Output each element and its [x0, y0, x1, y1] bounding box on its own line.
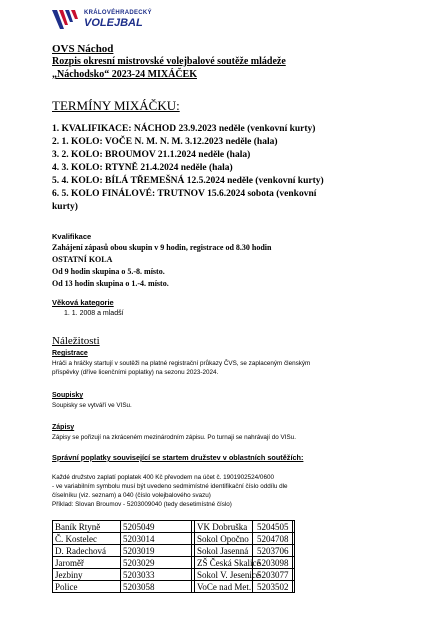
term-item: 4. 3. KOLO: RTYNĚ 21.4.2024 neděle (hala): [52, 163, 233, 173]
kval-title: Kvalifikace: [52, 232, 92, 241]
club-code: 5204505: [257, 522, 289, 532]
club-code: 5203014: [123, 534, 155, 544]
club-code: 5203058: [123, 582, 155, 592]
age-item: 1. 1. 2008 a mladší: [64, 310, 124, 317]
volleyball-logo-icon: [50, 7, 82, 33]
club-code: 5204708: [257, 534, 289, 544]
logo-line1: KRÁLOVÉHRADECKÝ: [84, 10, 152, 16]
club-code: 5203029: [123, 558, 155, 568]
club-name: VK Dobruška: [197, 522, 248, 532]
fees-title: Náležitosti: [52, 335, 100, 347]
soupisky-text: Soupisky se vytváří ve VISu.: [52, 402, 132, 409]
term-item: 2. 1. KOLO: VOČE N. M. N. M. 3.12.2023 neděle (hala): [52, 137, 278, 147]
poplatky-line: - ve variabilním symbolu musí být uvedeno sedmimístné identifikační číslo oddílu dle: [52, 483, 288, 490]
club-code: 5203502: [257, 582, 289, 592]
zapisy-title: Zápisy: [52, 424, 75, 431]
club-code: 5203098: [257, 558, 289, 568]
logo-line2: VOLEJBAL: [84, 17, 143, 29]
kval-line: Zahájení zápasů obou skupin v 9 hodin, registrace od 8.30 hodin: [52, 243, 272, 252]
kval-line: Od 13 hodin skupina o 1.-4. místo.: [52, 279, 169, 288]
club-name: Jezbiny: [55, 570, 83, 580]
age-title: Věková kategorie: [52, 298, 114, 307]
club-code: 5203019: [123, 546, 155, 556]
club-name: D. Radechová: [55, 546, 106, 556]
kval-line: OSTATNÍ KOLA: [52, 255, 113, 264]
poplatky-line: Každé družstvo zaplatí poplatek 400 Kč převodem na účet č. 1901902524/0600: [52, 474, 274, 481]
term-item: 1. KVALIFIKACE: NÁCHOD 23.9.2023 neděle (venkovní kurty): [52, 124, 316, 134]
term-item: kurty): [52, 202, 78, 212]
kval-line: Od 9 hodin skupina o 5.-8. místo.: [52, 267, 165, 276]
poplatky-line: číselníku (viz. seznam) a 040 (číslo volejbalového svazu): [52, 492, 211, 499]
header-line3: „Náchodsko“ 2023-24 MIXÁČEK: [52, 69, 198, 80]
club-name: Jaroměř: [55, 558, 84, 568]
club-name: Sokol Jasenná: [197, 546, 249, 556]
term-item: 6. 5. KOLO FINÁLOVÉ: TRUTNOV 15.6.2024 sobota (venkovní: [52, 189, 317, 199]
club-name: Č. Kostelec: [55, 534, 97, 544]
terms-title: TERMÍNY MIXÁČKU:: [52, 98, 180, 113]
club-name: Police: [55, 582, 78, 592]
term-item: 5. 4. KOLO: BÍLÁ TŘEMEŠNÁ 12.5.2024 neděle (venkovní kurty): [52, 176, 324, 186]
header-line2: Rozpis okresní mistrovské volejbalové soutěže mládeže: [52, 56, 286, 67]
registrace-line: Hráči a hráčky startují v soutěži na platné registrační průkazy ČVS, se zaplaceným členským: [52, 360, 311, 367]
header-line1: OVS Náchod: [52, 43, 114, 55]
club-name: Sokol Opočno: [197, 534, 249, 544]
club-code: 5205049: [123, 522, 155, 532]
club-name: Sokol V. Jesenice: [197, 570, 260, 580]
krajsky-volejbal-logo: [50, 6, 160, 34]
club-code: 5203706: [257, 546, 289, 556]
poplatky-line: Příklad: Slovan Broumov - 5203009040 (tedy desetimístné číslo): [52, 501, 232, 508]
poplatky-title: Správní poplatky související se startem družstev v oblastních soutěžích:: [52, 453, 304, 462]
club-name: VoCe nad Met.: [197, 582, 252, 592]
soupisky-title: Soupisky: [52, 392, 84, 399]
club-name: Baník Rtyně: [55, 522, 101, 532]
term-item: 3. 2. KOLO: BROUMOV 21.1.2024 neděle (hala): [52, 150, 251, 160]
registrace-title: Registrace: [52, 350, 88, 357]
registrace-line: příspěvky (dříve licenčními poplatky) na sezonu 2023-2024.: [52, 369, 219, 376]
club-name: ZŠ Česká Skalice: [197, 558, 261, 568]
club-code: 5203077: [257, 570, 289, 580]
zapisy-text: Zápisy se pořizují na zkráceném mezinárodním zápisu. Po turnaji se nahrávají do VISu.: [52, 434, 296, 441]
club-code: 5203033: [123, 570, 155, 580]
